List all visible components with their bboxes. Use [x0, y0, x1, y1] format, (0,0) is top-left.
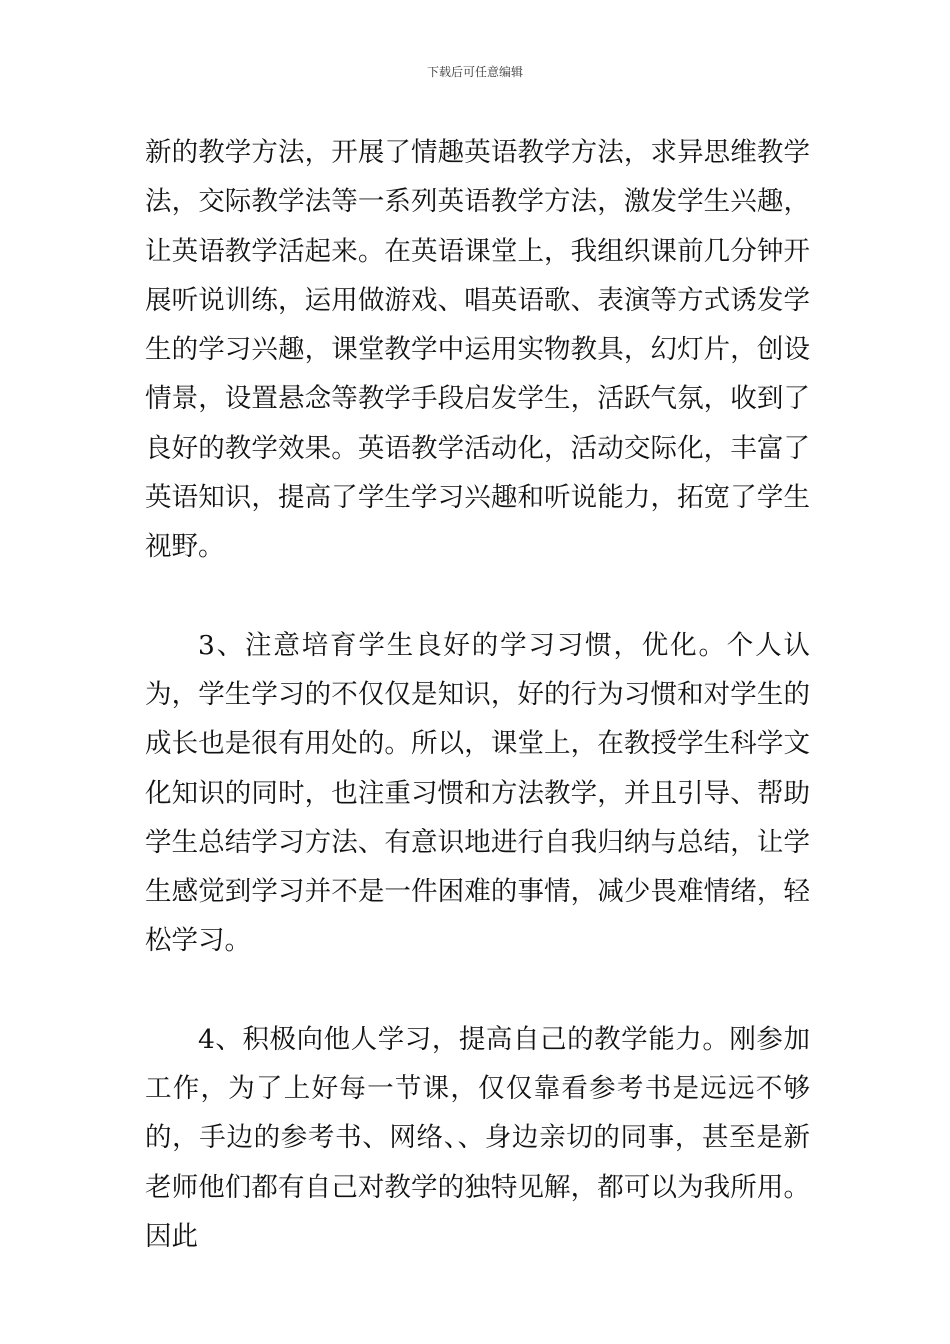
- document-body: [145, 128, 810, 1261]
- paragraph-learn-from-others: 4、积极向他人学习，提高自己的教学能力。刚参加工作，为了上好每一节课，仅仅靠看参考书是远远不够的，手边的参考书、网络、、身边亲切的同事，甚至是新老师他们都有自己对教学的独特见解，都可以为我所用。因此: [145, 1023, 810, 1252]
- page-header: 下载后可任意编辑: [426, 65, 523, 79]
- paragraph-teaching-methods: 新的教学方法，开展了情趣英语教学方法，求异思维教学法，交际教学法等一系列英语教学方法，激发学生兴趣，让英语教学活起来。在英语课堂上，我组织课前几分钟开展听说训练，运用做游戏、唱英语歌、表演等方式诱发学生的学习兴趣，课堂教学中运用实物教具，幻灯片，创设情景，设置悬念等教学手段启发学生，活跃气氛，收到了良好的教学效果。英语教学活动化，活动交际化，丰富了英语知识，提高了学生学习兴趣和听说能力，拓宽了学生视野。: [145, 137, 810, 563]
- paragraph-study-habits: 3、注意培育学生良好的学习习惯，优化。个人认为，学生学习的不仅仅是知识，好的行为习惯和对学生的成长也是很有用处的。所以，课堂上，在教授学生科学文化知识的同时，也注重习惯和方法教学，并且引导、帮助学生总结学习方法、有意识地进行自我归纳与总结，让学生感觉到学习并不是一件困难的事情，减少畏难情绪，轻松学习。: [145, 629, 810, 957]
